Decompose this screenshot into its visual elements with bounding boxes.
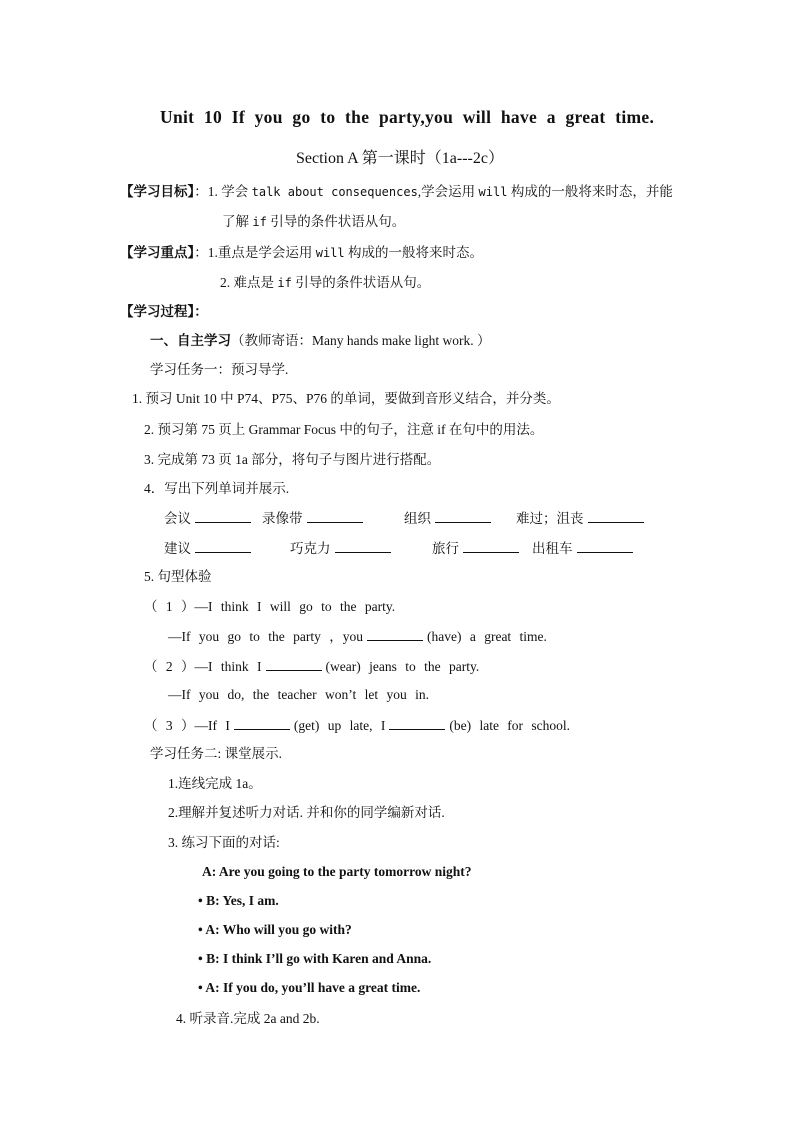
vocab-word: 难过；沮丧: [516, 509, 648, 528]
focus-label: 【学习重点】: [120, 245, 195, 260]
process-heading: 【学习过程】：: [120, 304, 208, 319]
dialogue-line: • A: If you do, you’ll have a great time.: [198, 980, 421, 995]
exercise-2b: —If you do, the teacher won’t let you in.: [168, 687, 429, 702]
vocab-word: 建议: [164, 539, 255, 558]
exercise-3: （ 3 ）—If I (get) up late, I (be) late for school.: [144, 718, 571, 733]
task1-heading: 学习任务一：预习导学.: [150, 362, 289, 377]
answer-blank[interactable]: [463, 539, 519, 553]
answer-blank[interactable]: [335, 539, 391, 553]
focus-line-1: 【学习重点】：1.重点是学会运用 will 构成的一般将来时态。: [120, 245, 484, 260]
vocab-word: 旅行: [432, 539, 523, 558]
goals-line-1: 【学习目标】：1. 学会 talk about consequences,学会运用 will 构成的一般将来时态，并能: [120, 184, 673, 199]
answer-blank[interactable]: [577, 539, 633, 553]
exercise-2a: （ 2 ）—I think I (wear) jeans to the party.: [144, 659, 480, 674]
answer-blank[interactable]: [266, 657, 322, 671]
focus-line-2: 2. 难点是 if 引导的条件状语从句。: [220, 275, 431, 290]
list-item: 2. 预习第 75 页上 Grammar Focus 中的句子，注意 if 在句中的用法。: [144, 422, 544, 437]
vocab-word: 录像带: [262, 509, 367, 528]
answer-blank[interactable]: [367, 627, 423, 641]
list-item: 4．写出下列单词并展示.: [144, 481, 290, 496]
answer-blank[interactable]: [195, 539, 251, 553]
list-item: 3. 完成第 73 页 1a 部分，将句子与图片进行搭配。: [144, 452, 441, 467]
list-item: 1.连线完成 1a。: [168, 776, 262, 791]
list-item: 3. 练习下面的对话:: [168, 835, 280, 850]
list-item: 4. 听录音.完成 2a and 2b.: [176, 1011, 320, 1026]
answer-blank[interactable]: [389, 716, 445, 730]
section-subtitle: Section A 第一课时（1a---2c）: [296, 150, 504, 167]
dialogue-line: • B: I think I’ll go with Karen and Anna.: [198, 951, 432, 966]
process-label: 【学习过程】: [120, 304, 195, 319]
vocab-word: 组织: [404, 509, 495, 528]
document-title: Unit 10 If you go to the party,you will have a great time.: [160, 107, 655, 127]
goals-line-2: 了解 if 引导的条件状语从句。: [222, 214, 406, 229]
section1-heading: 一、自主学习（教师寄语：Many hands make light work. ）: [150, 333, 491, 348]
exercise-1a: （ 1 ）—I think I will go to the party.: [144, 599, 396, 614]
vocab-word: 出租车: [532, 539, 637, 558]
answer-blank[interactable]: [588, 509, 644, 523]
exercise-1b: —If you go to the party ，you (have) a great time.: [168, 629, 547, 644]
goals-label: 【学习目标】: [120, 184, 195, 199]
vocab-word: 会议: [164, 509, 255, 528]
dialogue-line: A: Are you going to the party tomorrow night?: [202, 864, 472, 879]
vocab-word: 巧克力: [290, 539, 395, 558]
dialogue-line: • A: Who will you go with?: [198, 922, 352, 937]
dialogue-line: • B: Yes, I am.: [198, 893, 279, 908]
answer-blank[interactable]: [435, 509, 491, 523]
answer-blank[interactable]: [307, 509, 363, 523]
answer-blank[interactable]: [234, 716, 290, 730]
task2-heading: 学习任务二: 课堂展示.: [150, 746, 283, 761]
answer-blank[interactable]: [195, 509, 251, 523]
list-item: 5. 句型体验: [144, 569, 212, 584]
list-item: 2.理解并复述听力对话. 并和你的同学编新对话.: [168, 805, 445, 820]
list-item: 1. 预习 Unit 10 中 P74、P75、P76 的单词，要做到音形义结合，并分类。: [132, 391, 560, 406]
